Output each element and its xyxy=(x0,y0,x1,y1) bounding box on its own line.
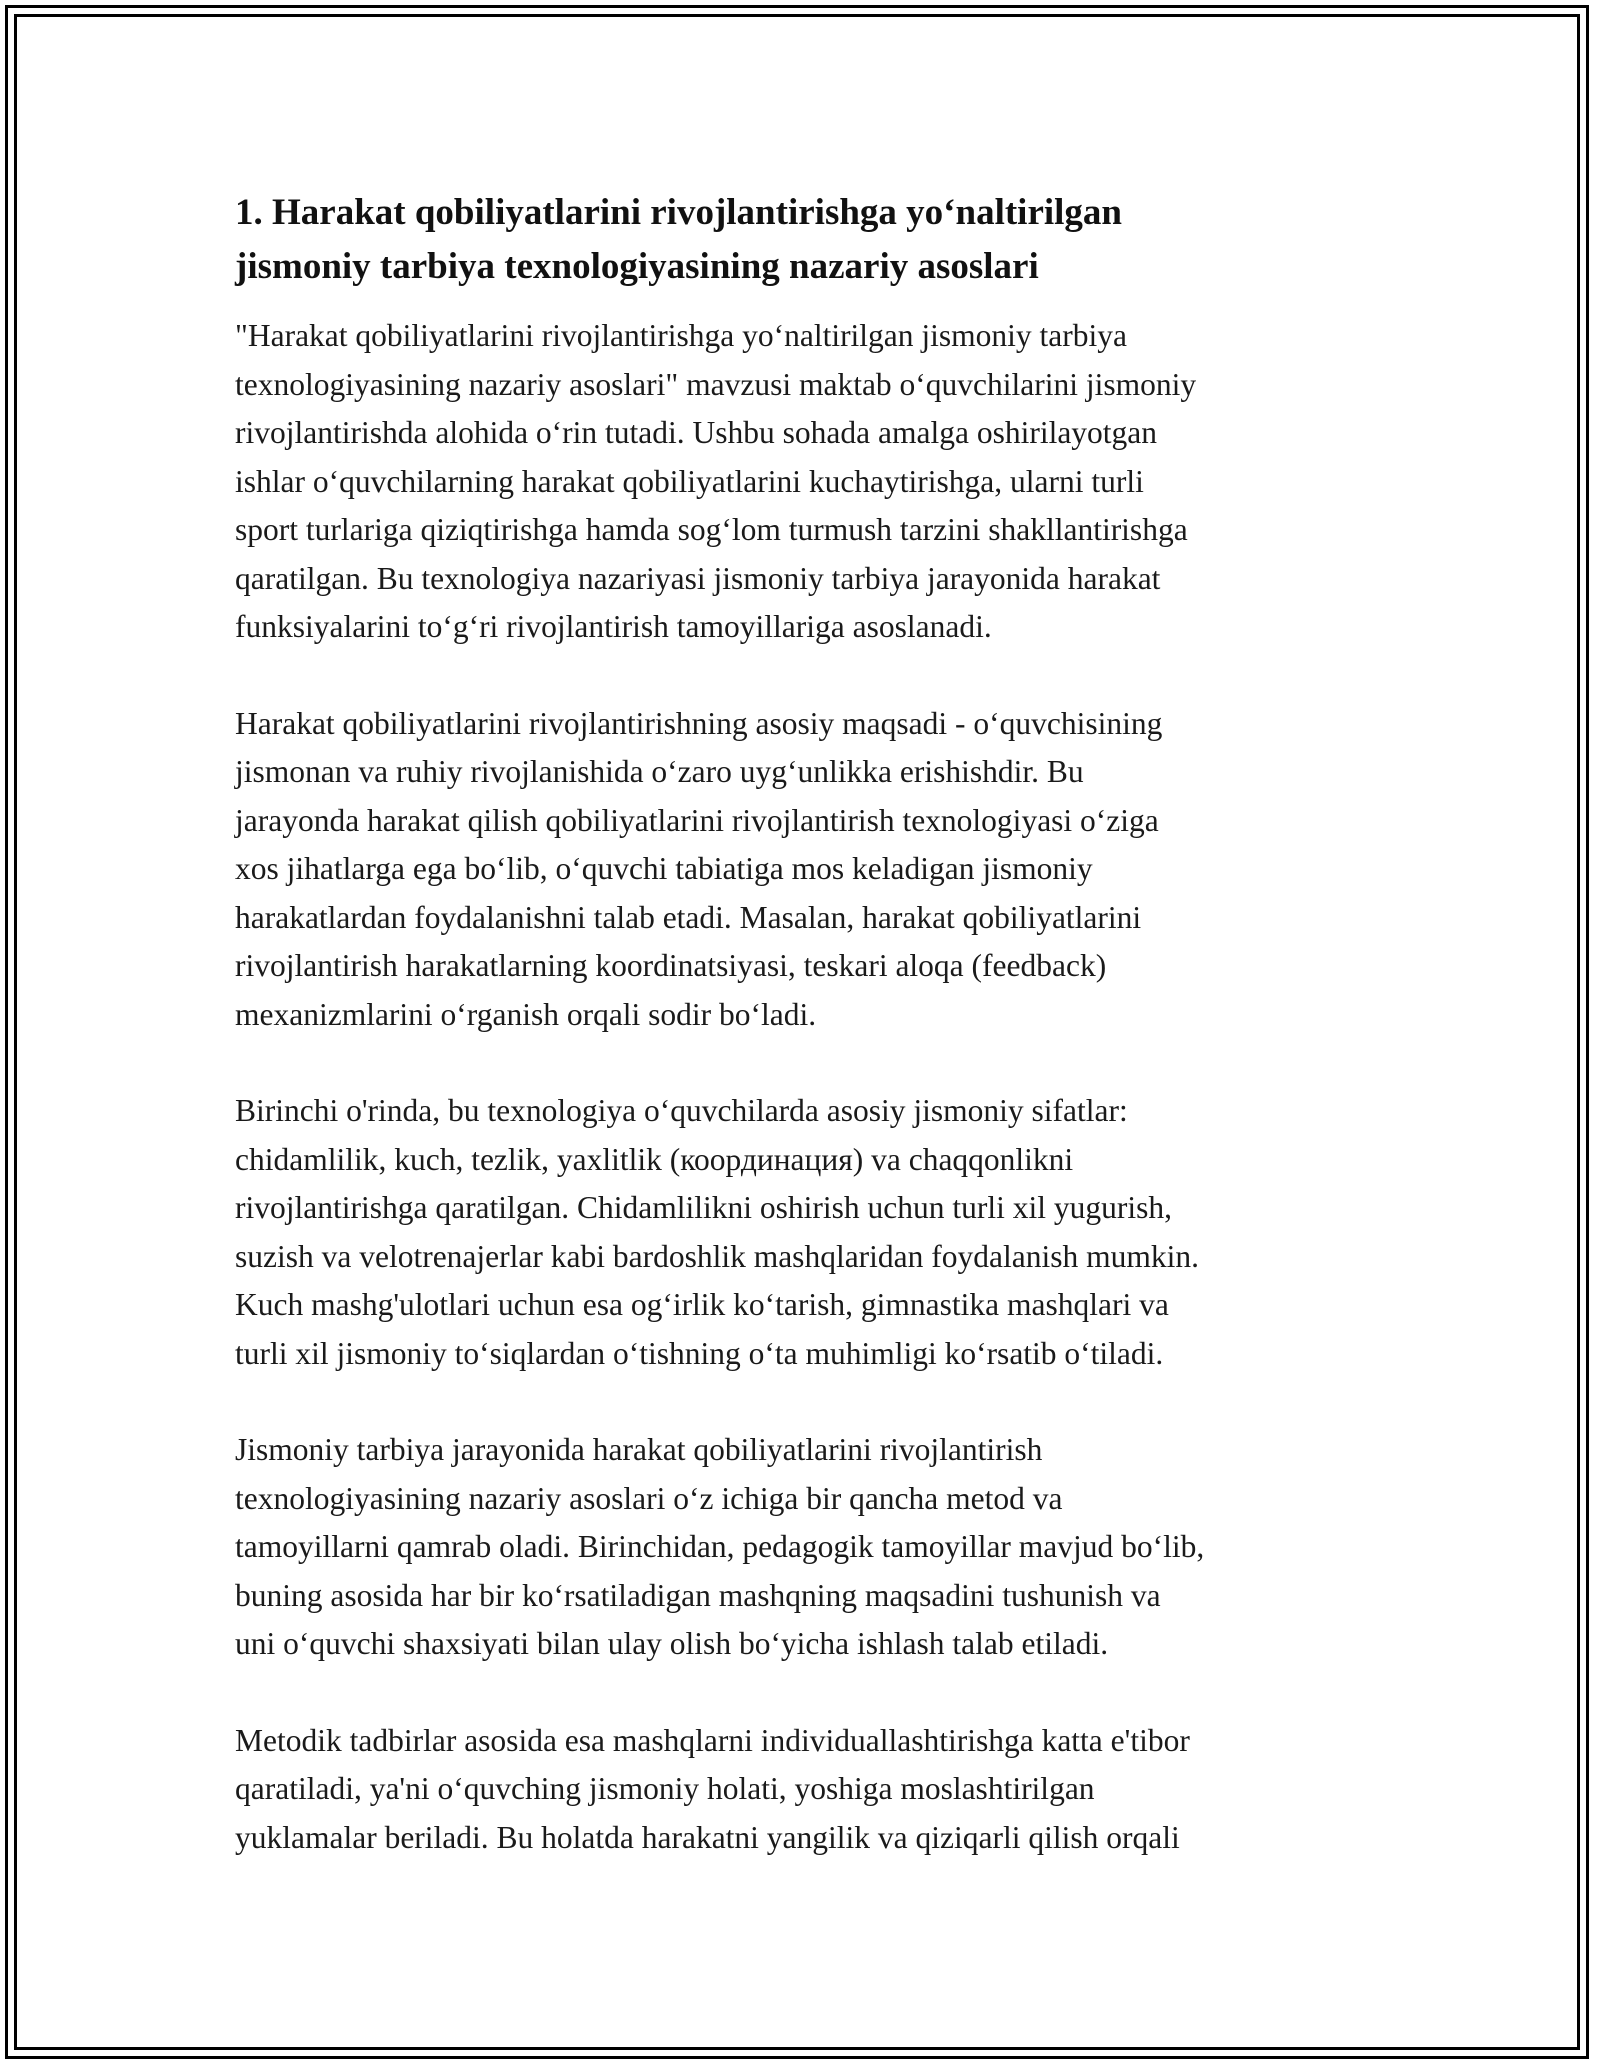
text-line: mexanizmlarini o‘rganish orqali sodir bo‘ladi. xyxy=(235,996,817,1032)
text-line: rivojlantirishda alohida o‘rin tutadi. Ushbu sohada amalga oshirilayotgan xyxy=(235,415,1158,450)
text-line: suzish va velotrenajerlar kabi bardoshlik mashqlaridan foydalanish mumkin. xyxy=(235,1238,1199,1274)
paragraph-4 xyxy=(235,1426,1375,1669)
text-line: buning asosida har bir ko‘rsatiladigan mashqning maqsadini tushunish va xyxy=(235,1577,1161,1613)
text-line: ishlar o‘quvchilarning harakat qobiliyatlarini kuchaytirishga, ularni turli xyxy=(235,463,1144,499)
text-line: tamoyillarni qamrab oladi. Birinchidan, pedagogik tamoyillar mavjud bo‘lib, xyxy=(235,1529,1205,1564)
text-line: jismonan va ruhiy rivojlanishida o‘zaro uyg‘unlikka erishishdir. Bu xyxy=(235,754,1084,789)
text-line: rivojlantirishga qaratilgan. Chidamlilikni oshirish uchun turli xil yugurish, xyxy=(235,1190,1173,1225)
text-line: turli xil jismoniy to‘siqlardan o‘tishning o‘ta muhimligi ko‘rsatib o‘tiladi. xyxy=(235,1335,1164,1371)
paragraph-3 xyxy=(235,1087,1375,1378)
text-line: xos jihatlarga ega bo‘lib, o‘quvchi tabiatiga mos keladigan jismoniy xyxy=(235,851,1093,886)
heading-line: jismoniy tarbiya texnologiyasining nazariy asoslari xyxy=(235,246,1039,287)
text-line: uni o‘quvchi shaxsiyati bilan ulay olish bo‘yicha ishlash talab etiladi. xyxy=(235,1626,1109,1661)
text-line: yuklamalar beriladi. Bu holatda harakatni yangilik va qiziqarli qilish orqali xyxy=(235,1819,1180,1855)
text-line: harakatlardan foydalanishni talab etadi. Masalan, harakat qobiliyatlarini xyxy=(235,899,1142,935)
text-line: qaratilgan. Bu texnologiya nazariyasi jismoniy tarbiya jarayonida harakat xyxy=(235,560,1161,596)
section-heading xyxy=(235,186,1375,294)
text-line: sport turlariga qiziqtirishga hamda sog‘lom turmush tarzini shakllantirishga xyxy=(235,512,1188,547)
paragraph-5 xyxy=(235,1717,1375,1863)
text-line: Metodik tadbirlar asosida esa mashqlarni individuallashtirishga katta e'tibor xyxy=(235,1722,1190,1758)
text-line: texnologiyasining nazariy asoslari" mavzusi maktab o‘quvchilarini jismoniy xyxy=(235,366,1197,402)
paragraph-2 xyxy=(235,700,1375,1040)
paragraph-1 xyxy=(235,312,1375,652)
text-line: texnologiyasining nazariy asoslari o‘z ichiga bir qancha metod va xyxy=(235,1480,1063,1516)
text-line: chidamlilik, kuch, tezlik, yaxlitlik (координация) va chaqqonlikni xyxy=(235,1141,1074,1177)
text-line: "Harakat qobiliyatlarini rivojlantirishga yo‘naltirilgan jismoniy tarbiya xyxy=(235,318,1128,353)
document-body xyxy=(235,186,1375,1910)
heading-line: 1. Harakat qobiliyatlarini rivojlantirishga yo‘naltirilgan xyxy=(235,192,1123,233)
text-line: jarayonda harakat qilish qobiliyatlarini rivojlantirish texnologiyasi o‘ziga xyxy=(235,802,1159,838)
text-line: Birinchi o'rinda, bu texnologiya o‘quvchilarda asosiy jismoniy sifatlar: xyxy=(235,1093,1128,1128)
text-line: Kuch mashg'ulotlari uchun esa og‘irlik ko‘tarish, gimnastika mashqlari va xyxy=(235,1287,1169,1322)
text-line: Jismoniy tarbiya jarayonida harakat qobiliyatlarini rivojlantirish xyxy=(235,1432,1043,1467)
text-line: Harakat qobiliyatlarini rivojlantirishning asosiy maqsadi - o‘quvchisining xyxy=(235,705,1163,741)
text-line: rivojlantirish harakatlarning koordinatsiyasi, teskari aloqa (feedback) xyxy=(235,948,1107,983)
text-line: qaratiladi, ya'ni o‘quvching jismoniy holati, yoshiga moslashtirilgan xyxy=(235,1771,1095,1806)
text-line: funksiyalarini to‘g‘ri rivojlantirish tamoyillariga asoslanadi. xyxy=(235,609,992,644)
